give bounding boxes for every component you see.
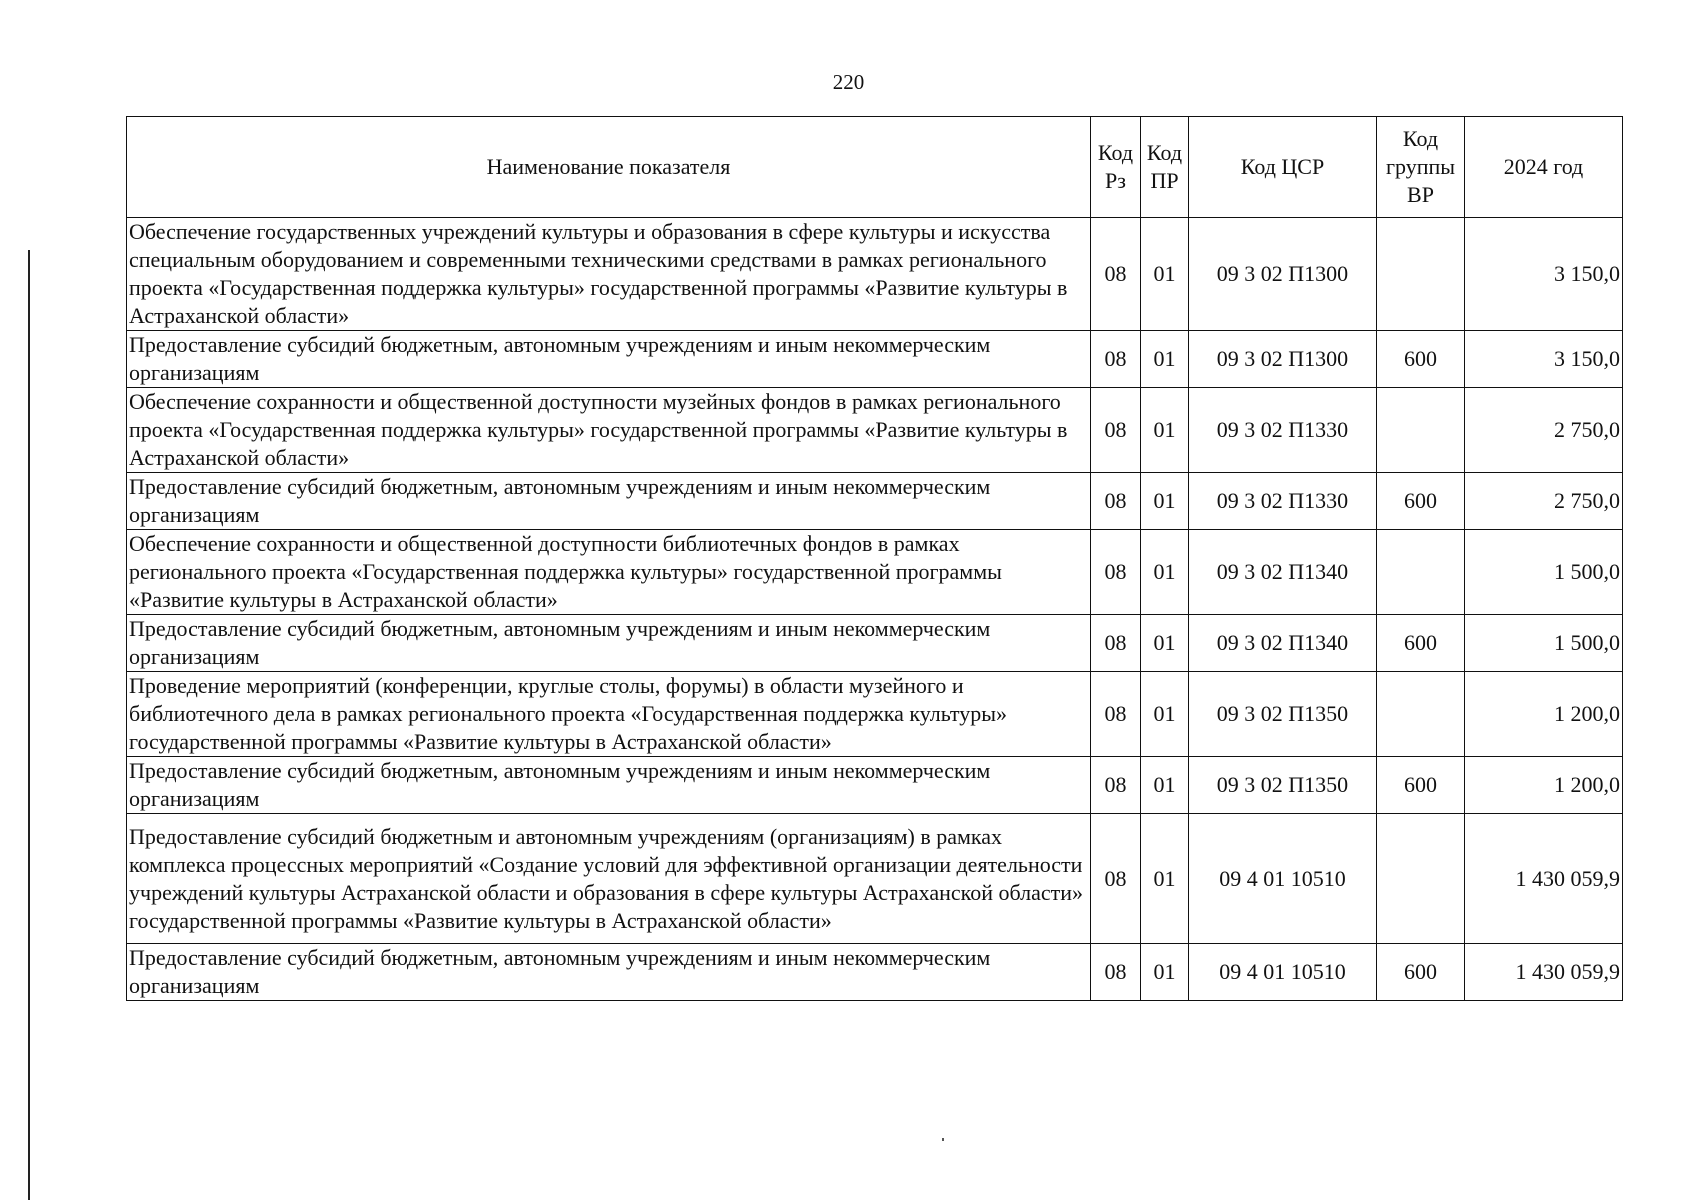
row-amount-cell: 2 750,0 [1465,388,1623,473]
row-pr-cell: 01 [1141,672,1189,757]
row-csr-cell: 09 3 02 П1330 [1189,473,1377,530]
row-name-cell: Предоставление субсидий бюджетным, автономным учреждениям и иным некоммерческим организациям [127,615,1091,672]
row-rz-cell: 08 [1091,530,1141,615]
table-row [127,388,1623,473]
table-row [127,944,1623,1001]
table-row [127,615,1623,672]
row-csr-cell: 09 3 02 П1340 [1189,615,1377,672]
row-rz-cell: 08 [1091,757,1141,814]
row-pr-cell: 01 [1141,814,1189,944]
row-rz-cell: 08 [1091,615,1141,672]
row-amount-cell: 1 430 059,9 [1465,944,1623,1001]
row-amount-cell: 1 200,0 [1465,757,1623,814]
row-vr-cell [1377,814,1465,944]
row-rz-cell: 08 [1091,331,1141,388]
row-vr-cell [1377,388,1465,473]
row-name-cell: Предоставление субсидий бюджетным, автономным учреждениям и иным некоммерческим организациям [127,944,1091,1001]
row-csr-cell: 09 3 02 П1330 [1189,388,1377,473]
row-csr-cell: 09 3 02 П1350 [1189,672,1377,757]
row-vr-cell [1377,218,1465,331]
row-amount-cell: 2 750,0 [1465,473,1623,530]
row-vr-cell [1377,672,1465,757]
row-rz-cell: 08 [1091,218,1141,331]
row-name-cell: Предоставление субсидий бюджетным, автономным учреждениям и иным некоммерческим организациям [127,757,1091,814]
row-pr-cell: 01 [1141,388,1189,473]
row-vr-cell: 600 [1377,615,1465,672]
row-amount-cell: 1 200,0 [1465,672,1623,757]
row-csr-cell: 09 4 01 10510 [1189,814,1377,944]
row-csr-cell: 09 3 02 П1340 [1189,530,1377,615]
scan-speck [942,1138,944,1141]
table-row [127,530,1623,615]
row-amount-cell: 3 150,0 [1465,331,1623,388]
table-row [127,757,1623,814]
row-vr-cell [1377,530,1465,615]
page-number: 220 [832,70,865,94]
row-name-cell: Обеспечение государственных учреждений культуры и образования в сфере культуры и искусства специальным оборудованием и современными техническими средствами в рамках регионального проекта «Государственная поддержка культуры» государственной программы «Развитие культуры в Астраханской области» [127,218,1091,331]
row-rz-cell: 08 [1091,672,1141,757]
header-vr: Код группы ВР [1377,117,1465,218]
row-amount-cell: 1 500,0 [1465,615,1623,672]
row-csr-cell: 09 3 02 П1300 [1189,218,1377,331]
row-csr-cell: 09 4 01 10510 [1189,944,1377,1001]
row-name-cell: Предоставление субсидий бюджетным, автономным учреждениям и иным некоммерческим организациям [127,473,1091,530]
row-pr-cell: 01 [1141,944,1189,1001]
row-vr-cell: 600 [1377,473,1465,530]
row-csr-cell: 09 3 02 П1350 [1189,757,1377,814]
table-header-row [127,117,1623,218]
header-name: Наименование показателя [127,117,1091,218]
table-row [127,672,1623,757]
table-row [127,331,1623,388]
row-name-cell: Предоставление субсидий бюджетным и автономным учреждениям (организациям) в рамках комплекса процессных мероприятий «Создание условий для эффективной организации деятельности учреждений культуры Астраханской области и образования в сфере культуры Астраханской области» государственной программы «Развитие культуры в Астраханской области» [127,814,1091,944]
row-pr-cell: 01 [1141,331,1189,388]
row-pr-cell: 01 [1141,757,1189,814]
table-row [127,473,1623,530]
row-amount-cell: 1 500,0 [1465,530,1623,615]
table-body [127,218,1623,1001]
row-amount-cell: 3 150,0 [1465,218,1623,331]
row-pr-cell: 01 [1141,530,1189,615]
header-year: 2024 год [1465,117,1623,218]
row-rz-cell: 08 [1091,473,1141,530]
row-name-cell: Обеспечение сохранности и общественной доступности библиотечных фондов в рамках регионального проекта «Государственная поддержка культуры» государственной программы «Развитие культуры в Астраханской области» [127,530,1091,615]
header-csr: Код ЦСР [1189,117,1377,218]
budget-table [126,116,1623,1001]
row-vr-cell: 600 [1377,757,1465,814]
row-name-cell: Обеспечение сохранности и общественной доступности музейных фондов в рамках регионального проекта «Государственная поддержка культуры» государственной программы «Развитие культуры в Астраханской области» [127,388,1091,473]
row-pr-cell: 01 [1141,615,1189,672]
table-row [127,814,1623,944]
row-pr-cell: 01 [1141,218,1189,331]
row-amount-cell: 1 430 059,9 [1465,814,1623,944]
row-rz-cell: 08 [1091,388,1141,473]
row-csr-cell: 09 3 02 П1300 [1189,331,1377,388]
row-pr-cell: 01 [1141,473,1189,530]
row-vr-cell: 600 [1377,944,1465,1001]
header-pr: Код ПР [1141,117,1189,218]
row-name-cell: Предоставление субсидий бюджетным, автономным учреждениям и иным некоммерческим организациям [127,331,1091,388]
row-rz-cell: 08 [1091,944,1141,1001]
header-rz: Код Рз [1091,117,1141,218]
table-row [127,218,1623,331]
row-name-cell: Проведение мероприятий (конференции, круглые столы, форумы) в области музейного и библиотечного дела в рамках регионального проекта «Государственная поддержка культуры» государственной программы «Развитие культуры в Астраханской области» [127,672,1091,757]
row-vr-cell: 600 [1377,331,1465,388]
scan-edge-line [28,250,30,1200]
row-rz-cell: 08 [1091,814,1141,944]
